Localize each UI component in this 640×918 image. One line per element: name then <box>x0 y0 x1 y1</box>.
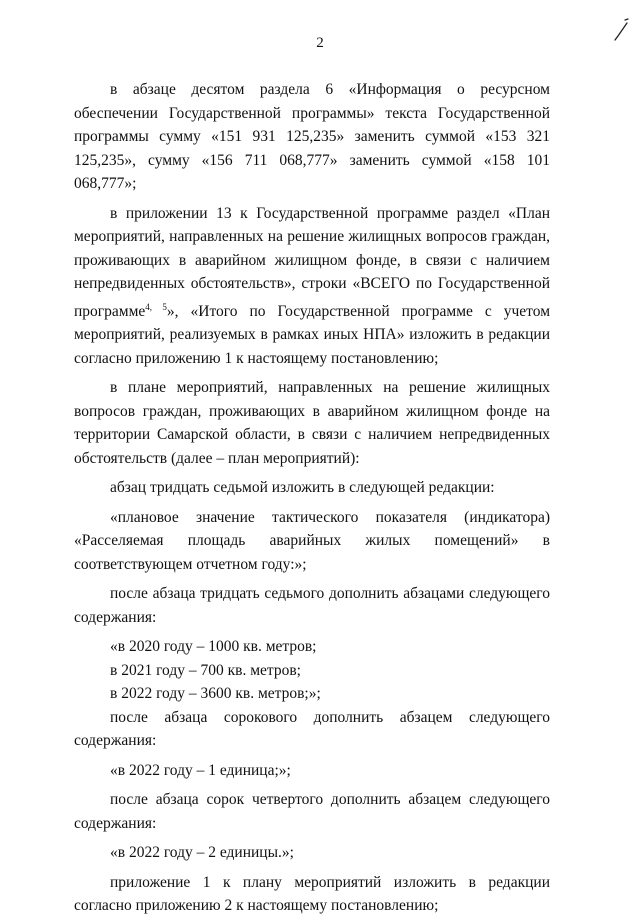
document-body <box>74 78 550 918</box>
paragraph-text: в плане мероприятий, направленных на решение жилищных вопросов граждан, проживающих в аварийном жилищном фонде на территории Самарской области, в связи с наличием непредвиденных обстоятельств (далее – план мероприятий): <box>74 379 550 467</box>
paragraph-section-6-amendment <box>74 78 550 196</box>
paragraph-appendix-1-plan <box>74 871 550 918</box>
paragraph-text: после абзаца тридцать седьмого дополнить абзацами следующего содержания: <box>74 585 550 626</box>
page-number: 2 <box>316 35 324 51</box>
paragraph-after-abzac-40 <box>74 706 550 753</box>
paragraph-2022-1-unit <box>74 759 550 783</box>
handwritten-mark <box>612 18 632 44</box>
paragraph-action-plan-intro <box>74 376 550 470</box>
paragraph-text: в 2022 году – 3600 кв. метров;»; <box>110 685 321 703</box>
paragraph-text: «в 2022 году – 1 единица;»; <box>110 761 291 779</box>
paragraph-text: «в 2020 году – 1000 кв. метров; <box>110 638 317 656</box>
paragraph-text: в 2021 году – 700 кв. метров; <box>110 661 301 679</box>
paragraph-text: «плановое значение тактического показателя (индикатора) «Расселяемая площадь аварийных жилых помещений» в соответствующем отчетном году:»; <box>74 508 550 573</box>
paragraph-appendix-13-amendment <box>74 202 550 371</box>
paragraph-text: приложение 1 к плану мероприятий изложить в редакции согласно приложению 2 к настоящему постановлению; <box>74 873 550 915</box>
paragraph-text: после абзаца сорокового дополнить абзацем следующего содержания: <box>74 708 550 750</box>
paragraph-text: в приложении 13 к Государственной программе раздел «План мероприятий, направленных на решение жилищных вопросов граждан, проживающих в аварийном жилищном фонде, в связи с наличием непредвиденных обстоятельств», строки «ВСЕГО по Государственной программе <box>74 204 550 320</box>
paragraph-year-2022 <box>74 682 550 706</box>
paragraph-abzac-37 <box>74 476 550 500</box>
paragraph-after-abzac-44 <box>74 788 550 835</box>
footnote-reference: 4, 5 <box>145 301 167 312</box>
paragraph-text: в абзаце десятом раздела 6 «Информация о ресурсном обеспечении Государственной программы» текста Государственной программы сумму «151 931 125,235» заменить суммой «153 321 125,235», сумму «156 711 068,777» заменить суммой «158 101 068,777»; <box>74 81 550 192</box>
paragraph-planned-value <box>74 506 550 577</box>
paragraph-2022-2-units <box>74 841 550 865</box>
paragraph-after-abzac-37 <box>74 582 550 629</box>
paragraph-year-2020 <box>74 635 550 659</box>
paragraph-text: после абзаца сорок четвертого дополнить абзацем следующего содержания: <box>74 791 550 832</box>
paragraph-text: абзац тридцать седьмой изложить в следующей редакции: <box>110 479 495 497</box>
paragraph-text: «в 2022 году – 2 единицы.»; <box>110 844 294 862</box>
paragraph-text-continued: », «Итого по Государственной программе с учетом мероприятий, реализуемых в рамках иных НПА» изложить в редакции согласно приложению 1 к настоящему постановлению; <box>74 302 551 367</box>
paragraph-year-2021 <box>74 659 550 683</box>
